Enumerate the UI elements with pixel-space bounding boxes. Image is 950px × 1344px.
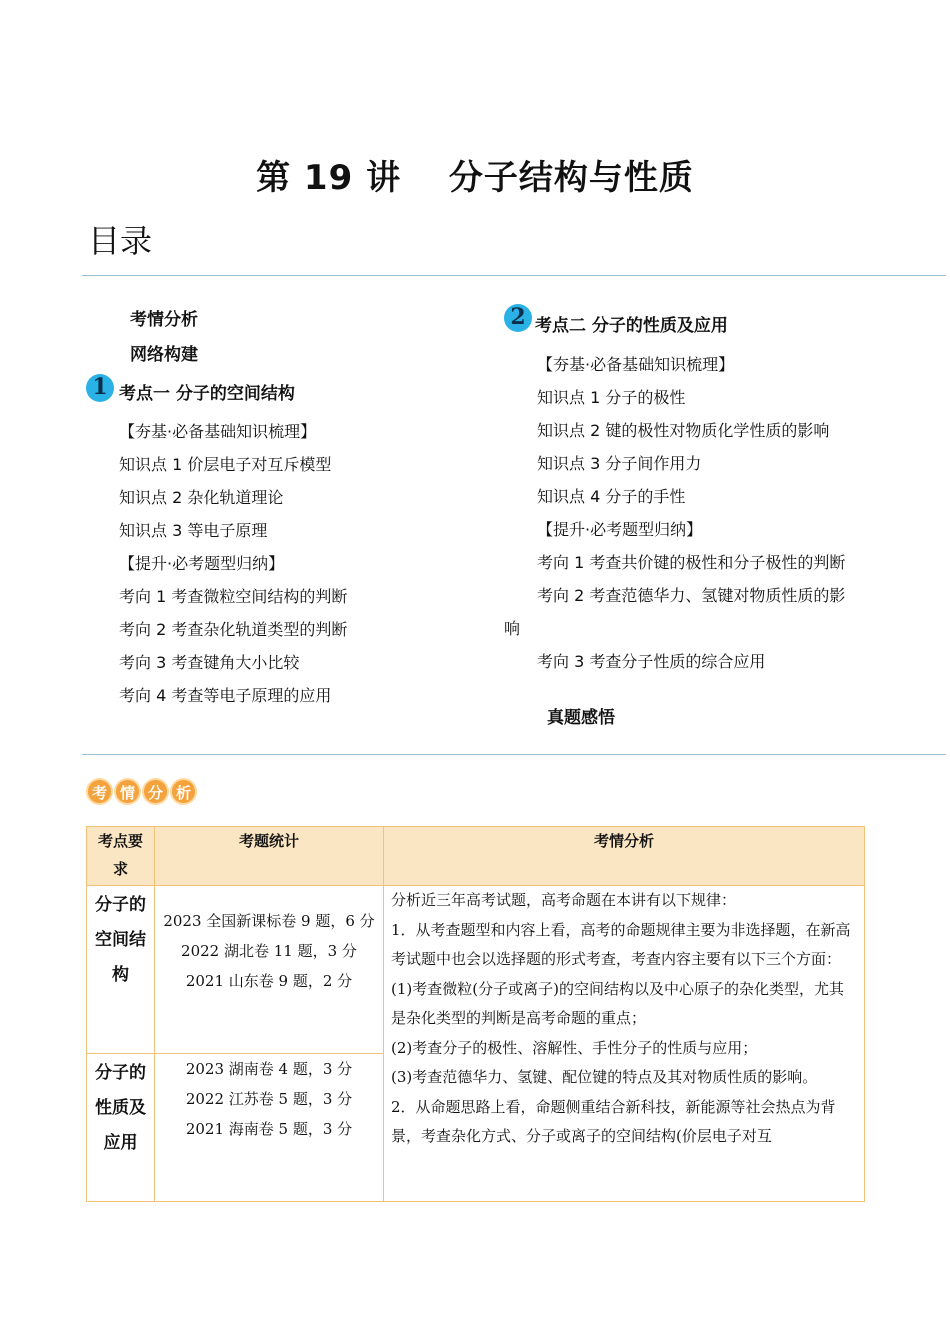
toc-item-wrap[interactable]: 响: [504, 619, 521, 638]
stat-line: 2022 湖北卷 11 题，3 分: [181, 942, 357, 960]
stat-line: 2023 全国新课标卷 9 题，6 分: [163, 912, 375, 930]
toc-item[interactable]: 知识点 1 分子的极性: [537, 388, 686, 407]
logo-char: 情: [114, 778, 141, 805]
toc-link-network[interactable]: 网络构建: [130, 345, 198, 365]
toc-item[interactable]: 考向 2 考查范德华力、氢键对物质性质的影: [537, 586, 846, 605]
stat-line: 2022 江苏卷 5 题，3 分: [185, 1090, 353, 1108]
toc-link-real-exam[interactable]: 真题感悟: [547, 708, 615, 728]
stat-line: 2021 山东卷 9 题，2 分: [185, 972, 353, 990]
toc-item[interactable]: 知识点 4 分子的手性: [537, 487, 686, 506]
logo-char: 考: [86, 778, 113, 805]
toc-item[interactable]: 考向 4 考查等电子原理的应用: [119, 686, 332, 705]
toc-item[interactable]: 知识点 3 等电子原理: [119, 521, 268, 540]
divider-top: [82, 275, 946, 276]
analysis-paragraph: 1．从考查题型和内容上看，高考的命题规律主要为非选择题，在新高考试题中也会以选择题的形式考查，考查内容主要有以下三个方面：: [391, 920, 851, 968]
header-cell: 考题统计: [155, 827, 384, 886]
toc-item[interactable]: 考向 1 考查微粒空间结构的判断: [119, 587, 348, 606]
logo-char: 分: [142, 778, 169, 805]
analysis-paragraph: 2．从命题思路上看，命题侧重结合新科技，新能源等社会热点为背景，考查杂化方式、分子或离子的空间结构(价层电子对互: [391, 1097, 836, 1145]
analysis-paragraph: 分析近三年高考试题，高考命题在本讲有以下规律：: [391, 891, 737, 909]
number-badge-2: 2: [504, 304, 532, 332]
toc-item[interactable]: 考向 3 考查分子性质的综合应用: [537, 652, 766, 671]
analysis-cell: [384, 886, 865, 1202]
toc-item[interactable]: 考向 2 考查杂化轨道类型的判断: [119, 620, 348, 639]
analysis-paragraph: (1)考查微粒(分子或离子)的空间结构以及中心原子的杂化类型，尤其是杂化类型的判断是高考命题的重点；: [391, 979, 844, 1027]
analysis-paragraph: (3)考查范德华力、氢键、配位键的特点及其对物质性质的影响。: [391, 1068, 818, 1086]
toc-item[interactable]: 【提升·必考题型归纳】: [119, 554, 285, 573]
header-cell: 考点要求: [87, 827, 155, 886]
toc-link-point-1[interactable]: 考点一 分子的空间结构: [119, 384, 295, 404]
toc-item[interactable]: 考向 3 考查键角大小比较: [119, 653, 300, 672]
stat-line: 2021 海南卷 5 题，3 分: [185, 1120, 353, 1138]
table-row: [87, 886, 865, 1054]
stats-cell: [155, 886, 384, 1054]
exam-analysis-table: [86, 826, 865, 1202]
toc-item[interactable]: 知识点 1 价层电子对互斥模型: [119, 455, 332, 474]
number-badge-1: 1: [86, 374, 114, 402]
toc-heading: 目录: [88, 222, 153, 260]
page-title: 第 19 讲 分子结构与性质: [256, 158, 694, 198]
topic-cell: 分子的性质及应用: [87, 1054, 155, 1202]
toc-link-point-2[interactable]: 考点二 分子的性质及应用: [535, 316, 728, 336]
stats-cell: [155, 1054, 384, 1202]
table-header-row: [87, 827, 865, 886]
stat-line: 2023 湖南卷 4 题，3 分: [185, 1060, 353, 1078]
analysis-paragraph: (2)考查分子的极性、溶解性、手性分子的性质与应用；: [391, 1038, 758, 1057]
toc-item[interactable]: 考向 1 考查共价键的极性和分子极性的判断: [537, 553, 846, 572]
topic-cell: 分子的空间结构: [87, 886, 155, 1054]
toc-item[interactable]: 知识点 2 杂化轨道理论: [119, 488, 284, 507]
toc-item[interactable]: 【夯基·必备基础知识梳理】: [119, 422, 317, 441]
toc-item[interactable]: 知识点 2 键的极性对物质化学性质的影响: [537, 421, 830, 440]
toc-link-intro-analysis[interactable]: 考情分析: [130, 310, 198, 330]
toc-item[interactable]: 【提升·必考题型归纳】: [537, 520, 703, 539]
toc-item[interactable]: 【夯基·必备基础知识梳理】: [537, 355, 735, 374]
logo-char: 析: [170, 778, 197, 805]
section-logo-exam-analysis: [86, 778, 198, 805]
header-cell: 考情分析: [384, 827, 865, 886]
divider-bottom: [82, 754, 946, 755]
toc-item[interactable]: 知识点 3 分子间作用力: [537, 454, 702, 473]
